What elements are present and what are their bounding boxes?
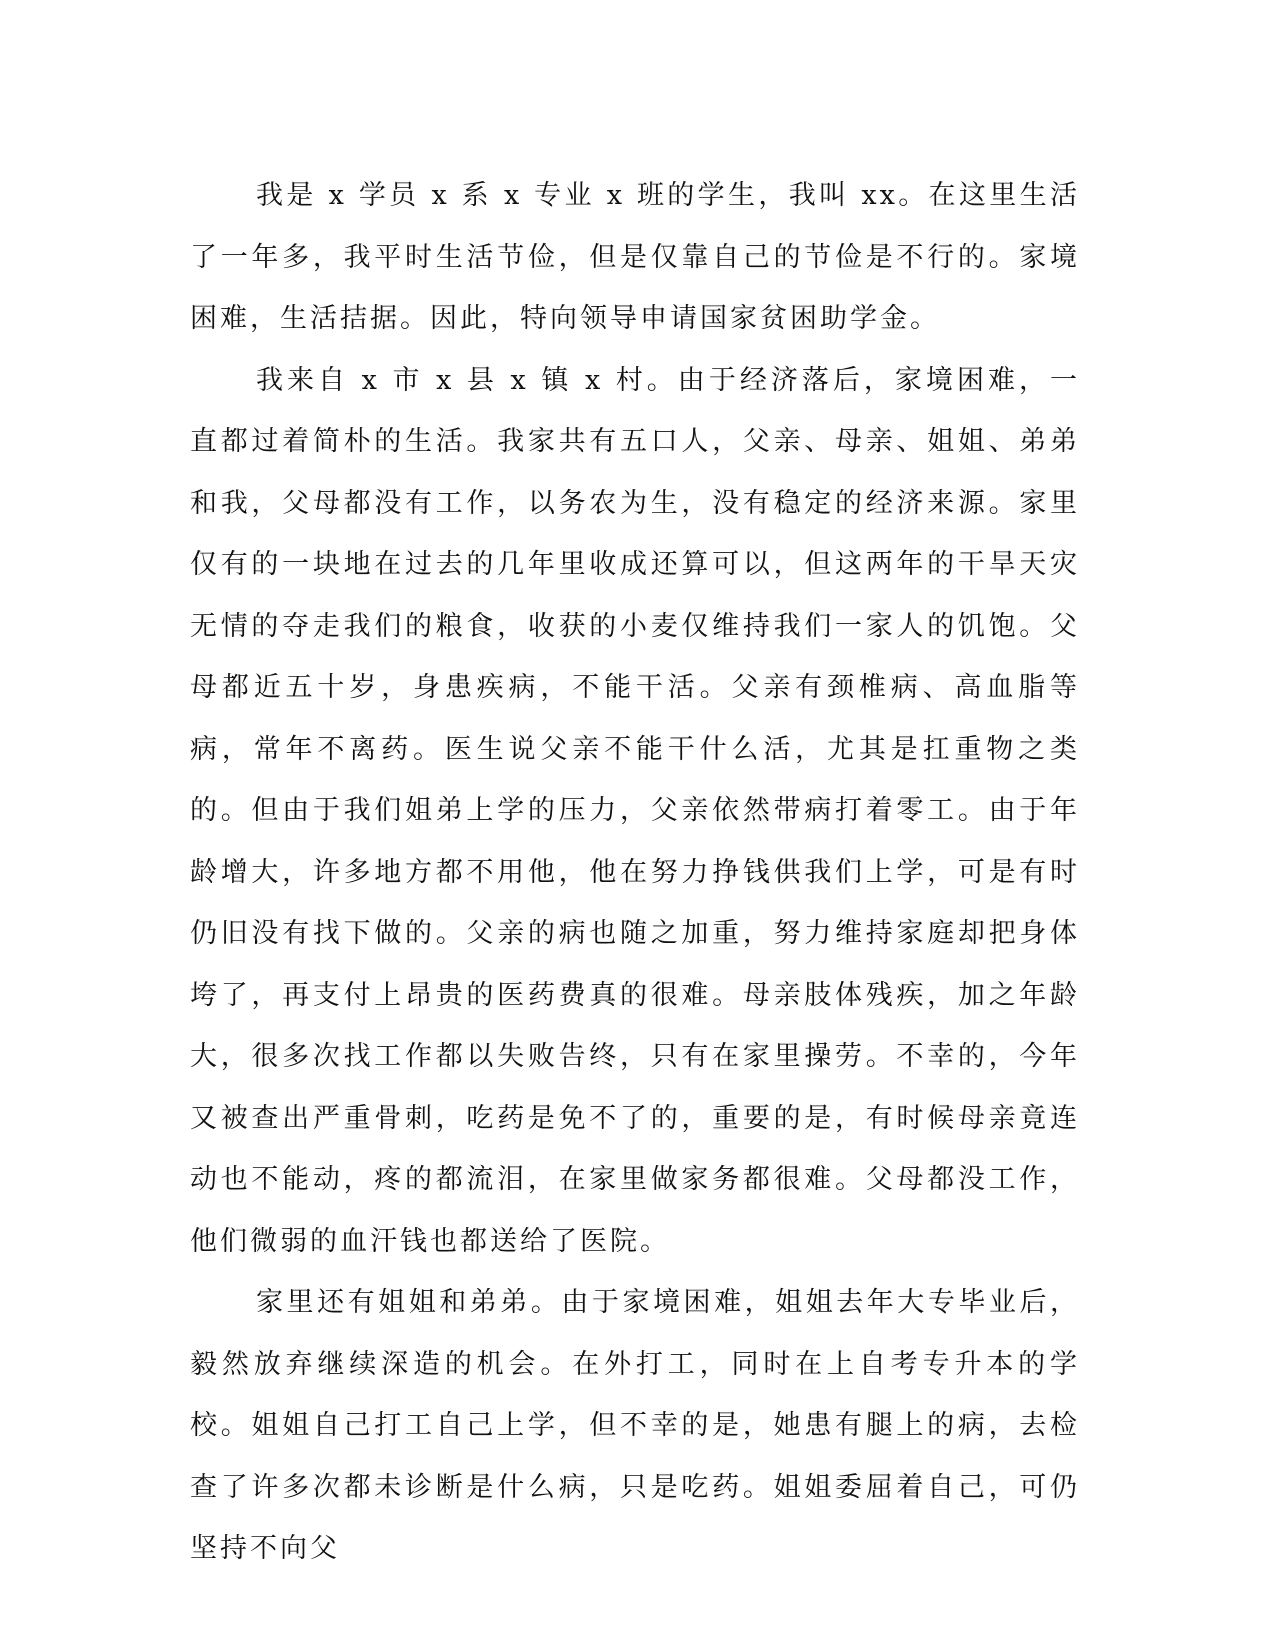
paragraph-intro: 我是 x 学员 x 系 x 专业 x 班的学生，我叫 xx。在这里生活了一年多，我平时生活节俭，但是仅靠自己的节俭是不行的。家境困难，生活拮据。因此，特向领导申请国家贫困助学金。 — [190, 180, 1080, 334]
document-body — [190, 165, 1080, 1580]
paragraph-siblings: 家里还有姐姐和弟弟。由于家境困难，姐姐去年大专毕业后，毅然放弃继续深造的机会。在外打工，同时在上自考专升本的学校。姐姐自己打工自己上学，但不幸的是，她患有腿上的病，去检查了许多次都未诊断是什么病，只是吃药。姐姐委屈着自己，可仍坚持不向父 — [190, 1287, 1080, 1564]
paragraph-family-background: 我来自 x 市 x 县 x 镇 x 村。由于经济落后，家境困难，一直都过着简朴的生活。我家共有五口人，父亲、母亲、姐姐、弟弟和我，父母都没有工作，以务农为生，没有稳定的经济来源。家里仅有的一块地在过去的几年里收成还算可以，但这两年的干旱天灾无情的夺走我们的粮食，收获的小麦仅维持我们一家人的饥饱。父母都近五十岁，身患疾病，不能干活。父亲有颈椎病、高血脂等病，常年不离药。医生说父亲不能干什么活，尤其是扛重物之类的。但由于我们姐弟上学的压力，父亲依然带病打着零工。由于年龄增大，许多地方都不用他，他在努力挣钱供我们上学，可是有时仍旧没有找下做的。父亲的病也随之加重，努力维持家庭却把身体垮了，再支付上昂贵的医药费真的很难。母亲肢体残疾，加之年龄大，很多次找工作都以失败告终，只有在家里操劳。不幸的，今年又被查出严重骨刺，吃药是免不了的，重要的是，有时候母亲竟连动也不能动，疼的都流泪，在家里做家务都很难。父母都没工作，他们微弱的血汗钱也都送给了医院。 — [190, 364, 1080, 1257]
